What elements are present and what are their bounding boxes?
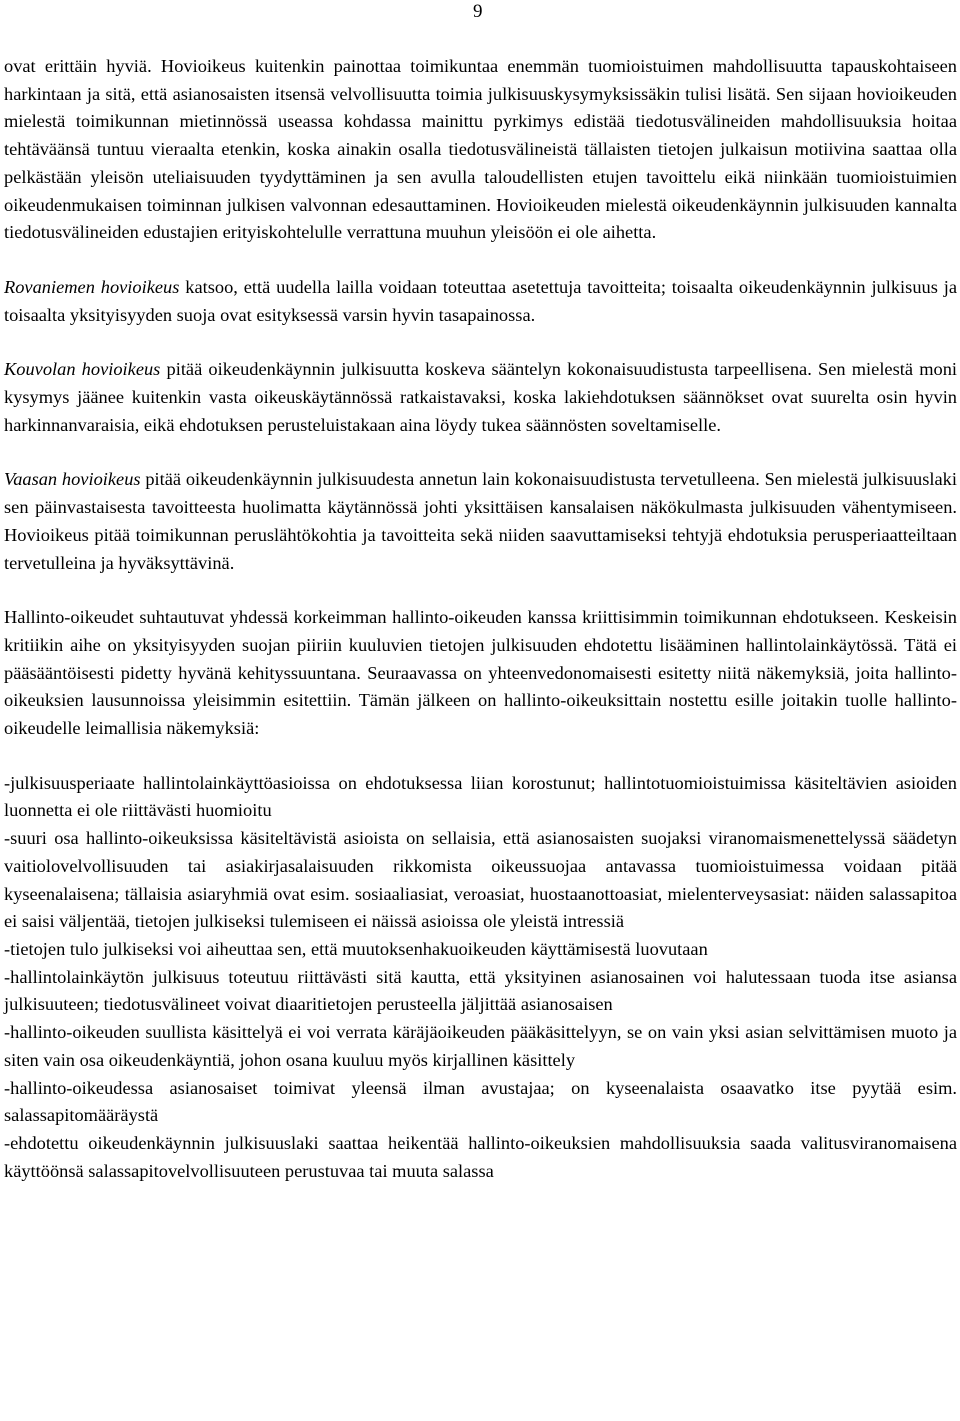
list-item: -julkisuusperiaate hallintolainkäyttöasioissa on ehdotuksessa liian korostunut; hallintotuomioistuimissa käsiteltävien asioiden luonnetta ei ole riittävästi huomioitu — [4, 772, 957, 821]
court-name: Kouvolan hovioikeus — [4, 359, 161, 380]
paragraph — [4, 356, 957, 439]
paragraph — [4, 274, 957, 329]
paragraph — [4, 53, 957, 247]
list-item: -suuri osa hallinto-oikeuksissa käsiteltävistä asioista on sellaisia, että asianosaisten suojaksi viranomaismenettelyssä säädetyn vaitiolovelvollisuuden tai asiakirjasalaisuuden rikkomista oikeussuojaa antavassa tuomioistuimessa voidaan pitää kyseenalaisena; tällaisia asiaryhmiä ovat esim. sosiaaliasiat, veroasiat, huostaanottoasiat, mielenterveysasiat: näiden salassapitoa ei saisi väljentää, tietojen julkiseksi tulemiseen ei näissä asioissa ole yleistä intressiä — [4, 828, 957, 932]
court-name: Vaasan hovioikeus — [4, 469, 141, 490]
list-item: -hallinto-oikeuden suullista käsittelyä ei voi verrata käräjäoikeuden pääkäsittelyyn, se on vain yksi asian selvittämisen muoto ja siten vain osa oikeudenkäyntiä, johon osana kuuluu myös kirjallinen käsittely — [4, 1022, 957, 1070]
list-item: -ehdotettu oikeudenkäynnin julkisuuslaki saattaa heikentää hallinto-oikeuksien mahdollisuuksia saada valitusviranomaisena käyttöönsä salassapitovelvollisuuteen perustuvaa tai muuta salassa — [4, 1132, 957, 1181]
page-number: 9 — [473, 1, 483, 22]
paragraph-text: ovat erittäin hyviä. Hovioikeus kuitenkin painottaa toimikuntaa enemmän tuomioistuimen mahdollisuutta tapauskohtaiseen harkintaan ja sitä, että asianosaisten itsensä velvollisuutta toimia julkisuuskysymyksissäkin tulisi lisätä. Sen sijaan hovioikeuden mielestä toimikunnan mietinnössä useassa kohdassa mainittu pyrkimys edistää tiedotusvälineiden mahdollisuuksia hoitaa tehtäväänsä tuntuu vieraalta etenkin, koska ainakin osalla tiedotusvälineistä tällaisten tietojen julkaisun motiivina saattaa olla pelkästään yleisön uteliaisuuden tyydyttäminen ja sen avulla taloudellisten etujen tavoittelu eikä niinkään tuomioistuimien oikeudenmukaisen toiminnan julkisen valvonnan edesauttaminen. Hovioikeuden mielestä oikeudenkäynnin julkisuuden kannalta tiedotusvälineiden edustajien erityiskohtelulle verrattuna muuhun yleisöön ei ole aihetta. — [4, 56, 957, 243]
paragraph — [4, 466, 957, 577]
paragraph-text: pitää oikeudenkäynnin julkisuutta koskeva sääntelyn kokonaisuudistusta tarpeellisena. Sen mielestä moni kysymys jäänee kuitenkin vasta oikeuskäytännössä ratkaistavaksi, koska lakiehdotuksen säännökset ovat suurelta osin hyvin harkinnanvaraisia, eikä ehdotuksen perusteluistakaan aina löydy tukea säännösten soveltamiselle. — [4, 359, 958, 435]
document-body — [4, 53, 957, 1185]
list-item: -tietojen tulo julkiseksi voi aiheuttaa sen, että muutoksenhakuoikeuden käyttämisestä luovutaan — [4, 938, 708, 959]
court-name: Rovaniemen hovioikeus — [4, 276, 180, 297]
paragraph-text: pitää oikeudenkäynnin julkisuudesta annetun lain kokonaisuudistusta tervetulleena. Sen mielestä julkisuuslaki sen päinvastaisesta tavoitteesta huolimatta käytännössä johti yksittäisen kansalaisen näkökulmasta julkisuuden vähentymiseen. Hovioikeus pitää toimikunnan peruslähtökohtia ja tavoitteita sekä niiden saavuttamiseksi tehtyjä ehdotuksia perusperiaatteiltaan tervetulleina ja hyväksyttävinä. — [4, 469, 957, 573]
paragraph-text: katsoo, että uudella lailla voidaan toteuttaa asetettuja tavoitteita; toisaalta oikeudenkäynnin julkisuus ja toisaalta yksityisyyden suoja ovat esityksessä varsin hyvin tasapainossa. — [4, 276, 957, 325]
paragraph — [4, 604, 957, 743]
list-item: -hallinto-oikeudessa asianosaiset toimivat yleensä ilman avustajaa; on kyseenalaista osaavatko itse pyytää esim. salassapitomääräystä — [4, 1077, 957, 1126]
paragraph-text: Hallinto-oikeudet suhtautuvat yhdessä korkeimman hallinto-oikeuden kanssa kriittisimmin toimikunnan ehdotukseen. Keskeisin kritiikin aihe on yksityisyyden suojan piiriin kuuluvien tietojen julkisuuden ehdotettu lisääminen hallintolainkäytössä. Tätä ei pääsääntöisesti pidetty hyvänä kehityssuuntana. Seuraavassa on yhteenvedonomaisesti esitetty niitä näkemyksiä, joita hallinto-oikeuksien lausunnoissa yleisimmin esitettiin. Tämän jälkeen on hallinto-oikeuksittain nostettu esille joitakin tuolle hallinto-oikeudelle leimallisia näkemyksiä: — [4, 607, 957, 739]
bullet-list — [4, 770, 957, 1186]
list-item: -hallintolainkäytön julkisuus toteutuu riittävästi sitä kautta, että yksityinen asianosainen voi halutessaan tuoda itse asiansa julkisuuteen; tiedotusvälineet voivat diaaritietojen perusteella jäljittää asianosaisen — [4, 966, 957, 1015]
